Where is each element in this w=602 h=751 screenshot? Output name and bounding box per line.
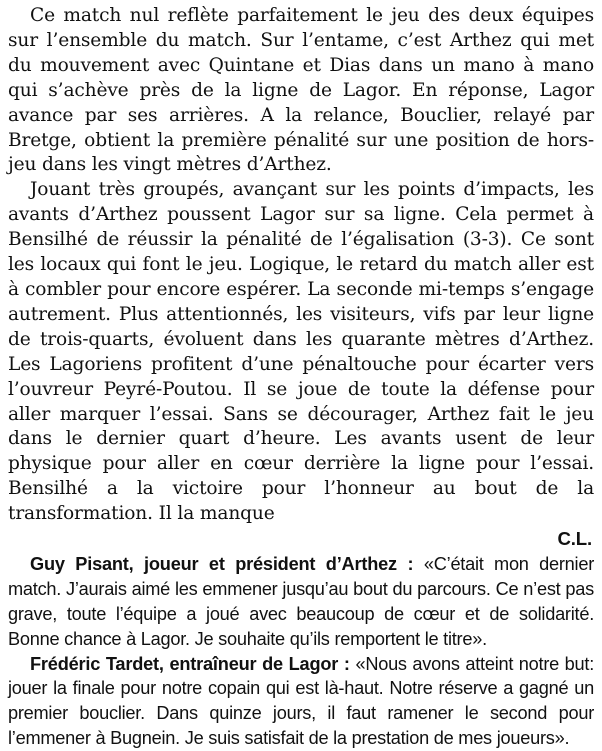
quote-guy-pisant [8, 552, 594, 652]
article-paragraph-1: Ce match nul reflète parfaitement le jeu des deux équipes sur l’ensemble du match. Sur l’entame, c’est Arthez qui met du mouvement avec Quintane et Dias dans un mano à mano qui s’achève près de la ligne de Lagor. En réponse, Lagor avance par ses arrières. A la relance, Bouclier, relayé par Bretge, obtient la première pénalité sur une position de hors-jeu dans les vingt mètres d’Arthez. [8, 5, 594, 176]
quote-text: «Nous avons atteint notre but: jouer la finale pour notre copain qui est là-haut. Notre réserve a gagné un premier bouclier. Dans quinze jours, il faut ramener le second pour l’emmener à Bugnein. Je suis satisfait de la prestation de mes joueurs». [8, 653, 594, 749]
article-paragraph-2: Jouant très groupés, avançant sur les points d’impacts, les avants d’Arthez poussent Lagor sur sa ligne. Cela permet à Bensilhé de réussir la pénalité de l’égalisation (3-3). Ce sont les locaux qui font le jeu. Logique, le retard du match aller est à combler pour encore espérer. La seconde mi-temps s’engage autrement. Plus attentionnés, les visiteurs, vifs par leur ligne de trois-quarts, évoluent dans les quarante mètres d’Arthez. Les Lagoriens profitent d’une pénaltouche pour écarter vers l’ouvreur Peyré-Poutou. Il se joue de toute la défense pour aller marquer l’essai. Sans se décourager, Arthez fait le jeu dans le dernier quart d’heure. Les avants usent de leur physique pour aller en cœur derrière la ligne pour l’essai. Bensilhé a la victoire pour l’honneur au bout de la transformation. Il la manque [8, 179, 594, 525]
quote-speaker: Frédéric Tardet, entraîneur de Lagor : [30, 653, 350, 674]
quote-frederic-tardet [8, 652, 594, 751]
author-signature: C.L. [557, 528, 592, 550]
quote-text: «C’était mon dernier match. J’aurais aimé les emmener jusqu’au bout du parcours. Ce n’est pas grave, toute l’équipe a joué avec beaucoup de cœur et de solidarité. Bonne chance à Lagor. Je souhaite qu’ils remportent le titre». [8, 553, 595, 649]
quote-speaker: Guy Pisant, joueur et président d’Arthez : [30, 553, 414, 574]
